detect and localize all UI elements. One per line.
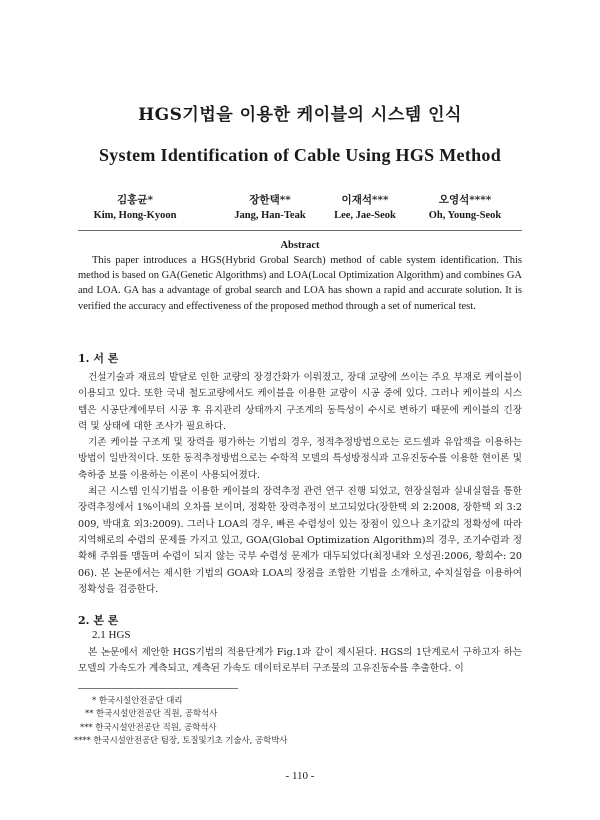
- section-1-heading: 1. 서 론: [78, 352, 119, 365]
- footnote-1: * 한국시설안전공단 대리: [92, 695, 183, 705]
- author-3: [310, 192, 420, 221]
- author-list: [80, 192, 520, 228]
- footnote-divider: [78, 688, 238, 689]
- author-name-ko: 김홍균*: [117, 194, 153, 206]
- author-4: [410, 192, 520, 221]
- section-2-heading: 2. 본 론: [78, 614, 119, 627]
- author-2: [215, 192, 325, 221]
- section-2-body: [78, 645, 522, 678]
- author-name-en: Jang, Han-Teak: [234, 210, 306, 221]
- subsection-2-1-heading: 2.1 HGS: [92, 629, 131, 641]
- author-name-en: Kim, Hong-Kyoon: [93, 210, 177, 221]
- title-english: System Identification of Cable Using HGS Method: [98, 145, 502, 165]
- author-name-en: Oh, Young-Seok: [428, 210, 502, 221]
- footnote-3: *** 한국시설안전공단 직원, 공학석사: [80, 721, 217, 732]
- abstract-heading: Abstract: [280, 240, 320, 251]
- footnotes: [70, 694, 530, 748]
- author-1: [80, 192, 190, 221]
- footnote-4: **** 한국시설안전공단 팀장, 토질및기초 기술사, 공학박사: [74, 735, 288, 746]
- header-divider: [78, 230, 522, 231]
- page-number: - 110 -: [285, 770, 315, 782]
- section-1-body: [78, 370, 522, 598]
- abstract-text: This paper introduces a HGS(Hybrid Grobal Search) method of cable system identification. This method is based on GA(Genetic Algorithms) and LOA(Local Optimization Algorithm) and combines GA and LOA. GA has a advantage of grobal search and LOA has shown a rapid and accurate solution. It is verified the accuracy and effectiveness of the proposed method through a set of numerical test.: [78, 255, 522, 312]
- paragraph: 기존 케이블 구조계 및 장력을 평가하는 기법의 경우, 정적추정방법으로는 로드셀과 유압잭을 이용하는 방법이 일반적이다. 또한 동적추정방법으로는 수학적 모델의 특성방정식과 고유진동수를 이용한 현이론 및 축하중 보를 이용하는 이론이 사용되어졌다.: [78, 437, 522, 481]
- paragraph: 본 논문에서 제안한 HGS기법의 적용단계가 Fig.1과 같이 제시된다. HGS의 1단계로서 구하고자 하는 모델의 가속도가 계측되고, 계측된 가속도 데이터로부터 구조물의 고유진동수를 추출한다. 이: [78, 647, 522, 675]
- author-name-en: Lee, Jae-Seok: [334, 210, 396, 221]
- author-name-ko: 장한택**: [249, 194, 291, 206]
- paragraph: 건설기술과 재료의 발달로 인한 교량의 장경간화가 이뤄졌고, 장대 교량에 쓰이는 주요 부재로 케이블이 이용되고 있다. 또한 국내 철도교량에서도 케이블을 이용한 교량이 시공 중에 있다. 그러나 케이블의 시스템은 시공단계에부터 시공 후 유지관리 상태까지 구조계의 동특성이 수시로 변하기 때문에 케이블의 긴장력 및 상태에 대한 조사가 필요하다.: [78, 372, 522, 432]
- author-name-ko: 오영석****: [438, 194, 492, 206]
- author-name-ko: 이재석***: [341, 194, 389, 206]
- footnote-2: ** 한국시설안전공단 직원, 공학석사: [85, 708, 218, 719]
- paragraph: 최근 시스템 인식기법을 이용한 케이블의 장력추정 관련 연구 진행 되었고, 현장실험과 실내실험을 통한 장력추정에서 1%이내의 오차를 보이며, 정확한 장력추정이 보고되었다(장한택 외 2:2008, 장한택 외 3:2009, 박대효 외3:2009). 그러나 LOA의 경우, 빠른 수렴성이 있는 장점이 있으나 초기값의 정확성에 따라 지역해로의 수렴의 문제를 가지고 있고, GOA(Global Optimization Algorithm)의 경우, 조기수렴과 정확해 주위를 맴돌며 수렴이 되지 않는 국부 수렴성 문제가 대두되었다(최정내와 오성권:2006, 황희수: 2006). 본 논문에서는 제시한 기법의 GOA와 LOA의 장점을 조합한 기법을 소개하고, 수치실험을 이용하여 정확성을 검증한다.: [78, 486, 522, 595]
- title-korean: HGS기법을 이용한 케이블의 시스템 인식: [138, 105, 462, 125]
